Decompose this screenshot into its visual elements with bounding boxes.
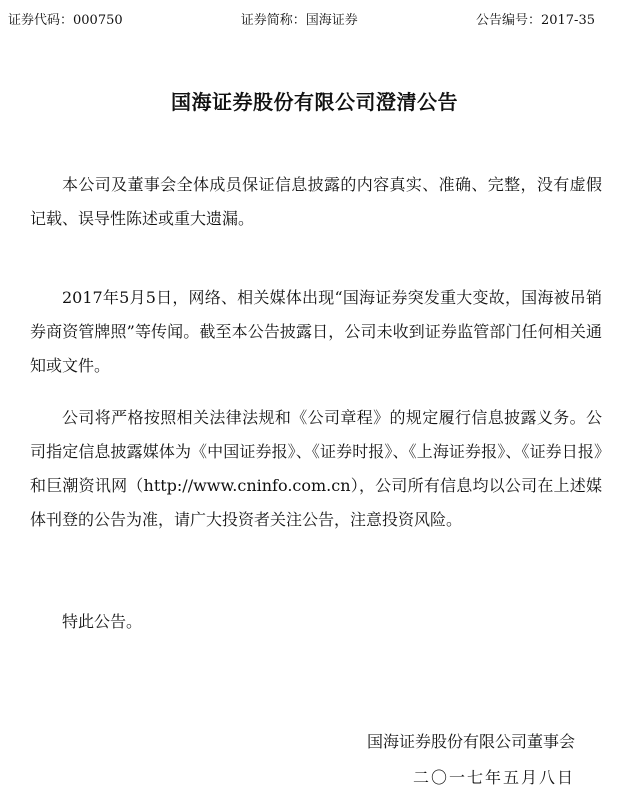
stock-code: 证券代码：000750 [8,13,123,28]
signature-organization: 国海证券股份有限公司董事会 [366,732,575,751]
announcement-number: 公告编号：2017-35 [475,13,595,28]
paragraph-assurance: 本公司及董事会全体成员保证信息披露的内容真实、准确、完整，没有虚假记载、误导性陈述或重大遗漏。 [30,175,602,228]
document-title: 国海证券股份有限公司澄清公告 [171,90,458,114]
document-header [8,10,595,32]
signature-date: 二〇一七年五月八日 [412,768,575,787]
paragraph-closing: 特此公告。 [62,612,143,631]
paragraph-rumor: 2017年5月5日，网络、相关媒体出现“国海证券突发重大变故，国海被吊销券商资管牌照”等传闻。截至本公告披露日，公司未收到证券监管部门任何相关通知或文件。 [30,288,602,375]
paragraph-disclosure-media: 公司将严格按照相关法律法规和《公司章程》的规定履行信息披露义务。公司指定信息披露媒体为《中国证券报》、《证券时报》、《上海证券报》、《证券日报》和巨潮资讯网（http://www.cninfo.com.cn），公司所有信息均以公司在上述媒体刊登的公告为准，请广大投资者关注公告，注意投资风险。 [30,408,602,529]
stock-short-name: 证券简称：国海证券 [240,13,358,28]
